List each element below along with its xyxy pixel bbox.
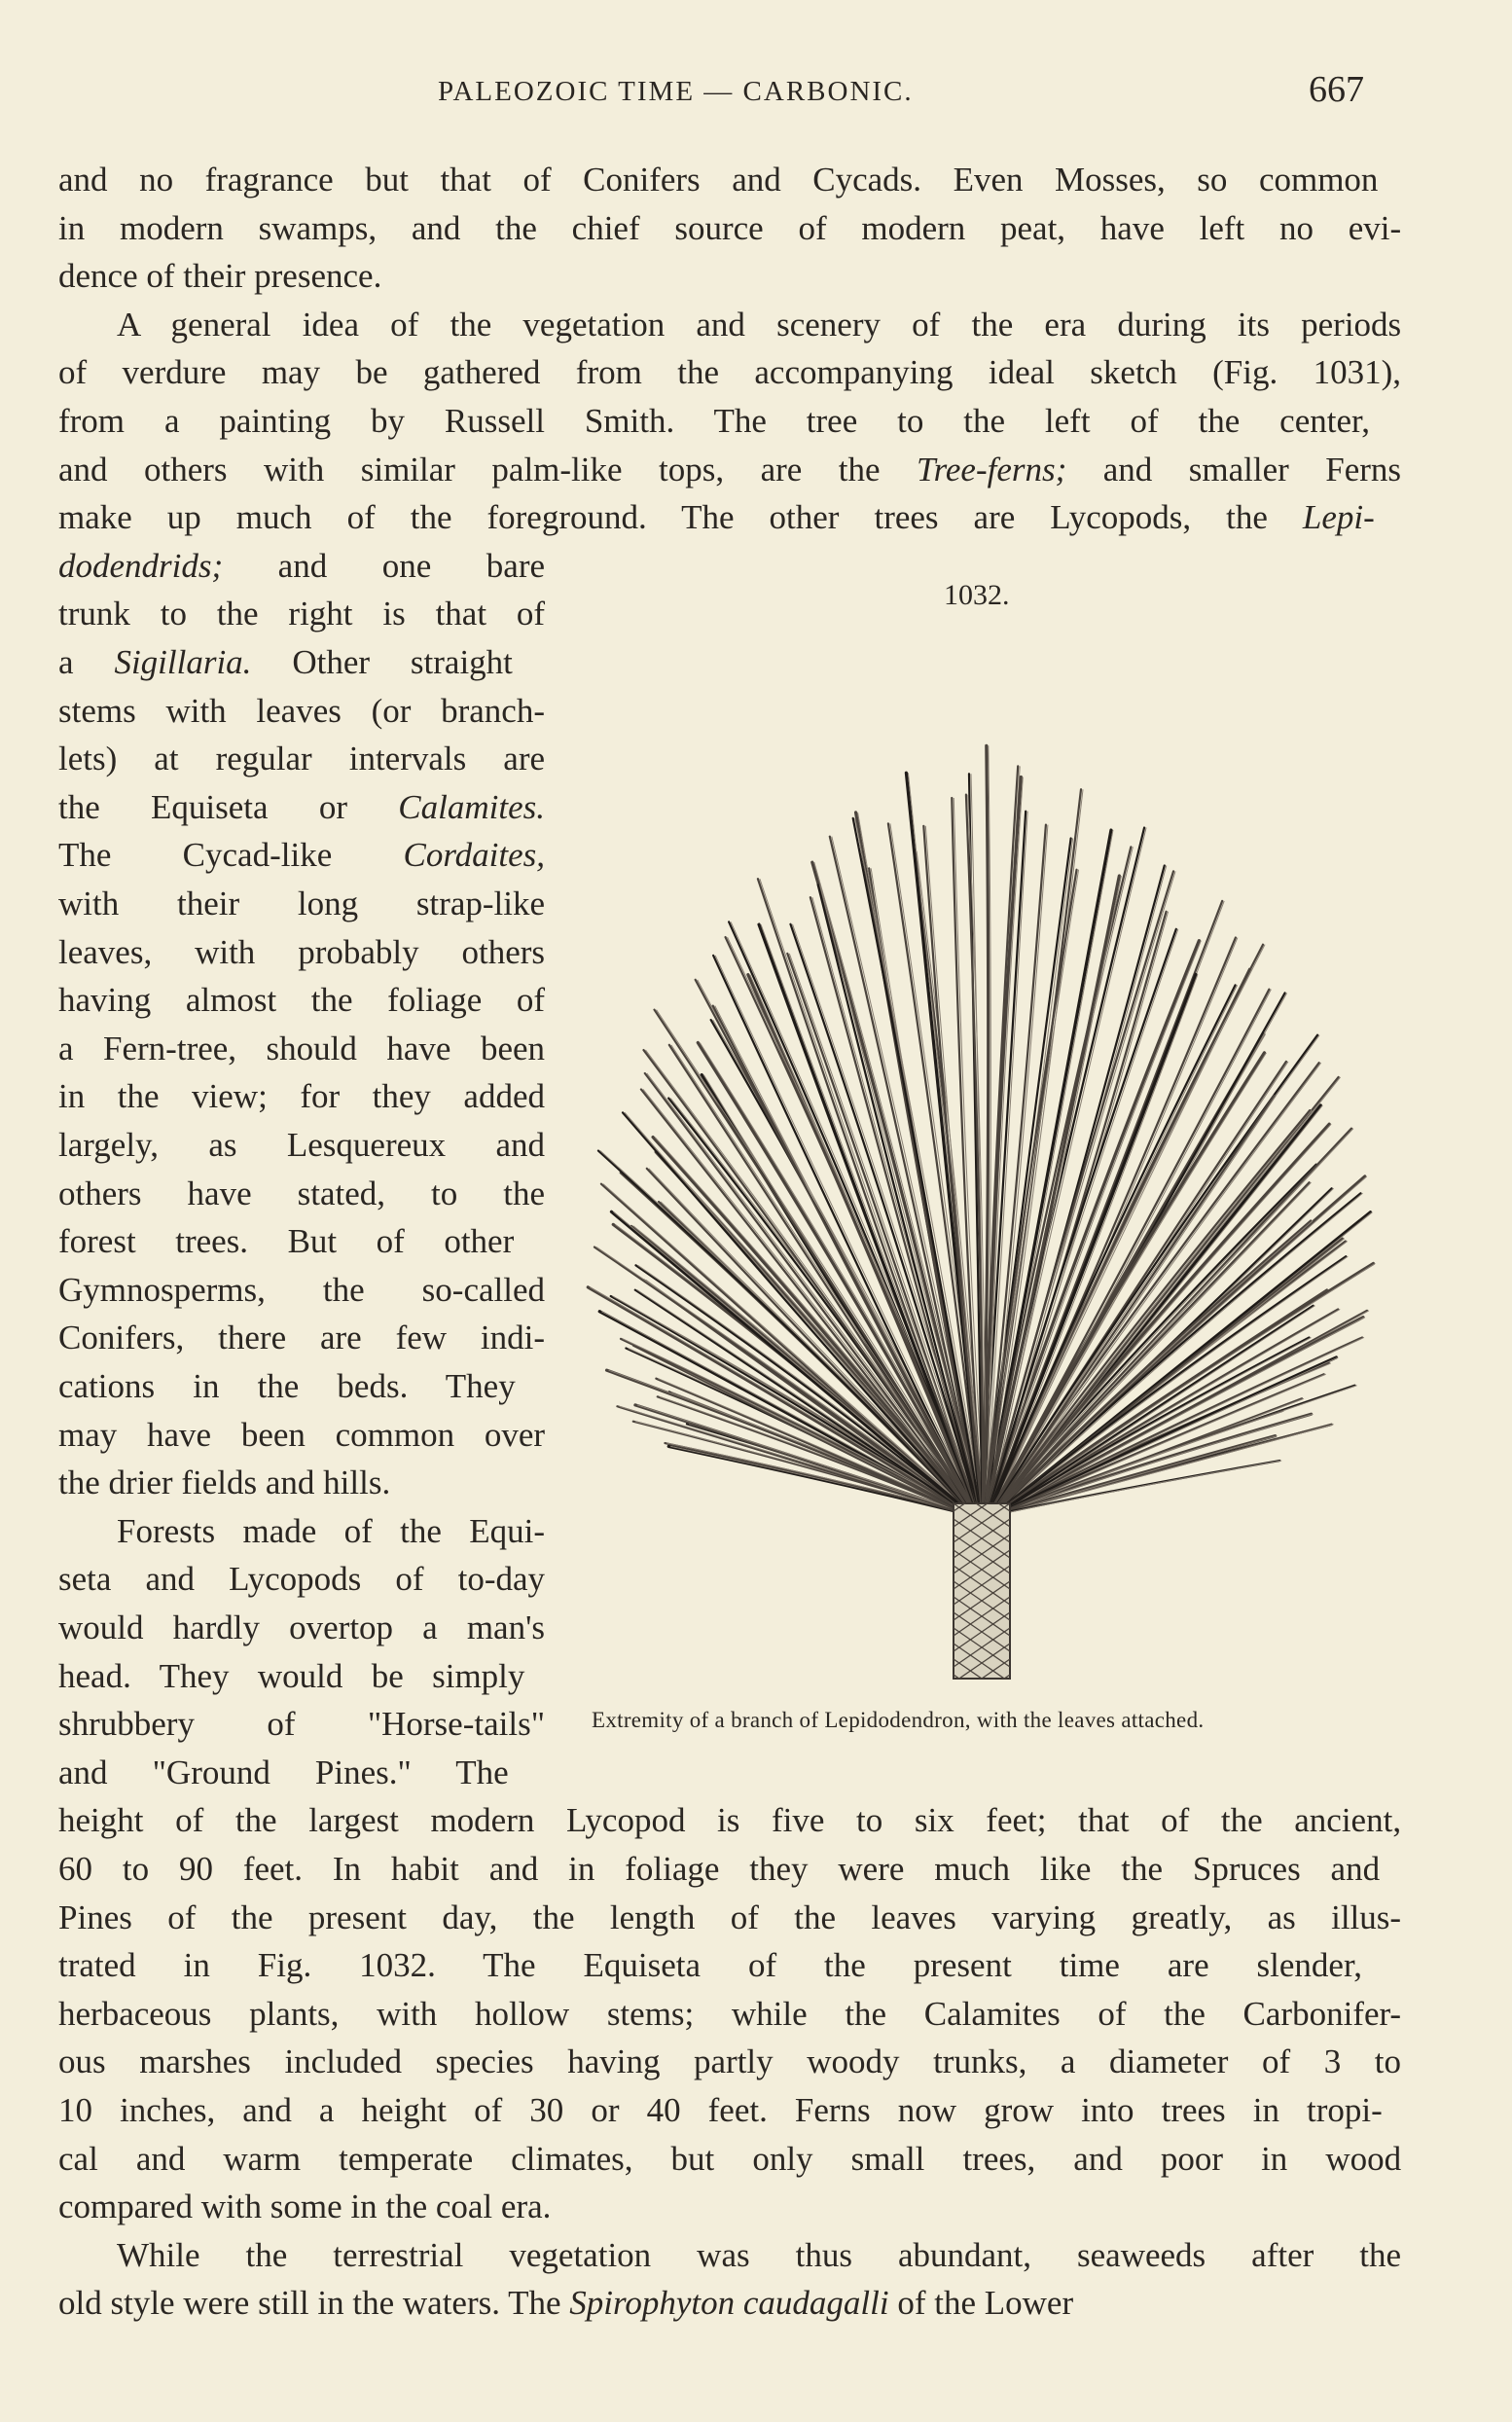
text-line: stems with leaves (or branch- [58,691,545,730]
text-line: would hardly overtop a man's [58,1609,546,1646]
page-header [0,68,1512,117]
text-line: and "Ground Pines." The [58,1753,509,1791]
text-line: Gymnosperms, the so-called [58,1270,545,1309]
text-line: Forests made of the Equi- [117,1511,546,1550]
text-line: trated in Fig. 1032. The Equiseta of the present time are slender, [58,1946,1362,1985]
text-line: lets) at regular intervals are [58,740,546,778]
figure-number: 1032. [944,579,1010,611]
text-line: in modern swamps, and the chief source of modern peat, have left no evi- [58,208,1402,247]
text-line: and no fragrance but that of Conifers and Cycads. Even Mosses, so common [58,161,1379,199]
text-line: 60 to 90 feet. In habit and in foliage they were much like the Spruces and [58,1850,1381,1888]
text-line: The Cycad-like Cordaites, [58,836,546,875]
text-line: dence of their presence. [58,257,382,296]
text-line: height of the largest modern Lycopod is five to six feet; that of the ancient, [58,1801,1402,1840]
figure-caption: Extremity of a branch of Lepidodendron, with the leaves attached. [592,1708,1205,1732]
text-line: Pines of the present day, the length of the leaves varying greatly, as illus- [58,1898,1402,1936]
text-line: the Equiseta or Calamites. [58,787,545,826]
text-line: While the terrestrial vegetation was thus abundant, seaweeds after the [117,2235,1402,2274]
running-head: PALEOZOIC TIME — CARBONIC. [438,76,914,107]
text-line: in the view; for they added [58,1077,545,1116]
text-line: cations in the beds. They [58,1367,516,1405]
text-line: leaves, with probably others [58,932,546,971]
text-line: of verdure may be gathered from the accompanying ideal sketch (Fig. 1031), [58,353,1402,392]
text-line: shrubbery of "Horse-tails" [58,1705,545,1744]
figure-1032 [564,579,1421,1747]
lepidodendron-branch-illustration [564,618,1421,1688]
text-line: from a painting by Russell Smith. The tree to the left of the center, [58,402,1370,440]
text-line: a Fern-tree, should have been [58,1029,546,1067]
page-number: 667 [1309,69,1364,110]
text-line: dodendrids; and one bare [58,546,546,585]
text-line: may have been common over [58,1415,546,1454]
text-line: 10 inches, and a height of 30 or 40 feet. Ferns now grow into trees in tropi- [58,2091,1383,2129]
text-line: a Sigillaria. Other straight [58,643,513,681]
text-line: and others with similar palm-like tops, are the Tree-ferns; and smaller Ferns [58,450,1402,488]
text-line: Conifers, there are few indi- [58,1319,545,1357]
text-line: with their long strap-like [58,885,545,922]
leaf-fan [588,745,1375,1513]
text-line: others have stated, to the [58,1174,546,1212]
text-line: ous marshes included species having partly woody trunks, a diameter of 3 to [58,2042,1401,2081]
text-line: A general idea of the vegetation and scenery of the era during its periods [117,305,1402,343]
text-line: trunk to the right is that of [58,595,546,633]
text-line: herbaceous plants, with hollow stems; while the Calamites of the Carbonifer- [58,1994,1402,2033]
text-line: head. They would be simply [58,1656,525,1695]
text-line: old style were still in the waters. The Spirophyton caudagalli of the Lower [58,2284,1074,2323]
text-line: having almost the foliage of [58,981,546,1020]
text-line: largely, as Lesquereux and [58,1126,546,1164]
text-line: forest trees. But of other [58,1222,515,1261]
text-line: seta and Lycopods of to-day [58,1560,546,1599]
text-line: cal and warm temperate climates, but only small trees, and poor in wood [58,2139,1402,2178]
text-line: the drier fields and hills. [58,1464,391,1502]
text-line: make up much of the foreground. The other trees are Lycopods, the Lepi- [58,498,1375,537]
text-line: compared with some in the coal era. [58,2187,552,2226]
